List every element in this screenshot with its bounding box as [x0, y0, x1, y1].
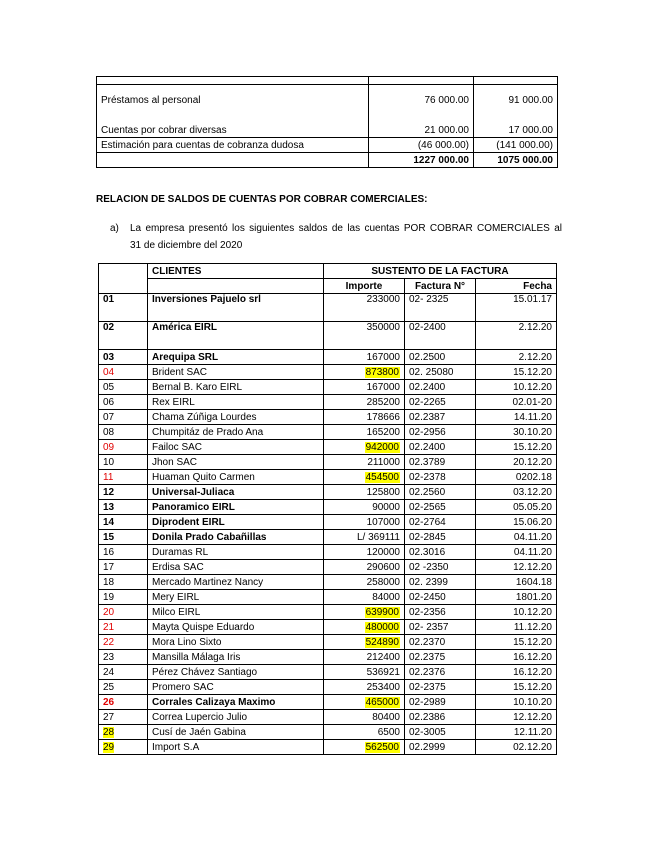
table-row: [99, 395, 557, 410]
table-row: [99, 455, 557, 470]
client-fecha: 12.12.20: [513, 711, 552, 723]
client-code: 14: [103, 516, 115, 528]
client-code: 04: [103, 366, 115, 378]
client-fecha: 15.12.20: [513, 441, 552, 453]
client-fecha: 1604.18: [515, 576, 552, 588]
client-fecha: 16.12.20: [513, 651, 552, 663]
client-code: 08: [103, 426, 115, 438]
client-name: Correa Lupercio Julio: [152, 711, 248, 723]
client-name: Import S.A: [152, 741, 200, 753]
client-importe: 350000: [366, 322, 400, 333]
client-importe: 942000: [365, 441, 399, 453]
client-code: 21: [103, 621, 115, 633]
summary-table: [96, 76, 558, 168]
client-fecha: 1801.20: [515, 591, 552, 603]
client-fecha: 11.12.20: [513, 621, 552, 633]
client-fecha: 20.12.20: [513, 456, 552, 468]
client-name: Erdisa SAC: [152, 561, 204, 573]
client-code: 11: [103, 471, 114, 483]
client-factura: 02-2989: [409, 696, 446, 708]
table-row: [99, 710, 557, 725]
client-importe: 480000: [365, 621, 399, 633]
table-row: [99, 515, 557, 530]
client-importe: 639900: [365, 606, 399, 618]
client-importe: 167000: [366, 381, 400, 393]
client-fecha: 15.12.20: [513, 681, 552, 693]
client-factura: 02.2386: [409, 711, 446, 723]
summary-value-a: 76 000.00: [369, 85, 474, 117]
client-factura: 02.2400: [409, 441, 446, 453]
sustento-header: SUSTENTO DE LA FACTURA: [324, 264, 557, 279]
client-factura: 02-2265: [409, 396, 446, 408]
client-fecha: 2.12.20: [518, 351, 552, 363]
client-fecha: 0202.18: [515, 471, 552, 483]
client-fecha: 30.10.20: [513, 426, 552, 438]
client-code: 23: [103, 651, 115, 663]
summary-label: Cuentas por cobrar diversas: [97, 123, 369, 138]
table-row: [99, 635, 557, 650]
client-code: 12: [103, 486, 115, 498]
table-row: [99, 365, 557, 380]
client-name: Corrales Calizaya Maximo: [152, 696, 276, 708]
paragraph-line-1: La empresa presentó los siguientes saldos de las cuentas POR COBRAR COMERCIALES al: [130, 223, 562, 234]
summary-value-b: 91 000.00: [474, 85, 558, 117]
client-fecha: 05.05.20: [513, 501, 552, 513]
summary-total-row: [97, 153, 558, 168]
table-row: [99, 665, 557, 680]
table-row: [99, 695, 557, 710]
section-heading: RELACION DE SALDOS DE CUENTAS POR COBRAR COMERCIALES:: [96, 194, 428, 205]
summary-label: Préstamos al personal: [97, 85, 369, 117]
client-name: Donila Prado Cabañillas: [152, 531, 267, 543]
client-importe: 285200: [366, 396, 400, 408]
client-fecha: 10.10.20: [513, 696, 552, 708]
client-importe: 178666: [366, 411, 400, 423]
table-row: [99, 620, 557, 635]
client-name: Rex EIRL: [152, 396, 195, 408]
client-importe: 233000: [366, 294, 400, 305]
client-name: Jhon SAC: [152, 456, 198, 468]
col-fecha: Fecha: [476, 279, 557, 294]
client-code: 05: [103, 381, 115, 393]
client-importe: 80400: [372, 711, 400, 723]
client-factura: 02.3016: [409, 546, 446, 558]
table-row: [99, 530, 557, 545]
client-importe: 165200: [366, 426, 400, 438]
client-fecha: 15.01.17: [513, 294, 552, 305]
client-factura: 02- 2357: [409, 621, 449, 633]
client-code: 03: [103, 351, 115, 363]
client-factura: 02.2375: [409, 651, 446, 663]
client-code: 22: [103, 636, 115, 648]
client-name: Mayta Quispe Eduardo: [152, 621, 255, 633]
client-factura: 02-2356: [409, 606, 446, 618]
table-row: [99, 350, 557, 365]
table-row: [99, 545, 557, 560]
table-row: [99, 575, 557, 590]
client-name: Milco EIRL: [152, 606, 201, 618]
client-factura: 02-2450: [409, 591, 446, 603]
client-fecha: 12.11.20: [513, 726, 552, 738]
client-name: Mery EIRL: [152, 591, 200, 603]
client-factura: 02-2764: [409, 516, 446, 528]
client-fecha: 15.12.20: [513, 636, 552, 648]
client-importe: 562500: [365, 741, 399, 753]
client-fecha: 2.12.20: [518, 322, 552, 333]
table-row: [99, 590, 557, 605]
client-factura: 02.2376: [409, 666, 446, 678]
client-code: 27: [103, 711, 115, 723]
table-row: [99, 440, 557, 455]
table-row: [99, 725, 557, 740]
client-factura: 02-2565: [409, 501, 446, 513]
client-fecha: 10.12.20: [513, 381, 552, 393]
summary-row: [97, 123, 558, 138]
client-code: 06: [103, 396, 115, 408]
client-name: Bernal B. Karo EIRL: [152, 381, 243, 393]
client-factura: 02.2560: [409, 486, 446, 498]
client-name: Mora Lino Sixto: [152, 636, 222, 648]
client-code: 18: [103, 576, 115, 588]
client-name: Chama Zúñiga Lourdes: [152, 411, 257, 423]
table-row: [99, 425, 557, 440]
table-row: [99, 410, 557, 425]
client-code: 17: [103, 561, 115, 573]
client-factura: 02.2999: [409, 741, 446, 753]
paragraph-line-2: 31 de diciembre del 2020: [130, 240, 243, 251]
client-importe: 211000: [367, 456, 400, 468]
summary-row: [97, 138, 558, 153]
client-factura: 02- 2325: [409, 294, 449, 305]
client-factura: 02. 25080: [409, 366, 454, 378]
client-factura: 02-2400: [409, 322, 446, 333]
client-importe: 125800: [366, 486, 400, 498]
client-name: Duramas RL: [152, 546, 209, 558]
client-importe: 290600: [366, 561, 400, 573]
client-importe: 253400: [366, 681, 400, 693]
client-factura: 02 -2350: [409, 561, 449, 573]
summary-total-b: 1075 000.00: [474, 153, 558, 168]
client-fecha: 15.12.20: [513, 366, 552, 378]
table-row: [99, 380, 557, 395]
client-fecha: 02.01-20: [512, 396, 552, 408]
client-importe: 167000: [366, 351, 400, 363]
summary-value-b: 17 000.00: [474, 123, 558, 138]
client-fecha: 16.12.20: [513, 666, 552, 678]
client-factura: 02-2956: [409, 426, 446, 438]
client-importe: 465000: [365, 696, 399, 708]
client-code: 29: [103, 741, 115, 753]
client-name: América EIRL: [152, 322, 218, 333]
table-row: [99, 560, 557, 575]
client-name: Mercado Martinez Nancy: [152, 576, 264, 588]
clients-header: CLIENTES: [148, 264, 324, 279]
client-code: 01: [103, 294, 115, 305]
intro-paragraph: [110, 220, 562, 254]
clients-table: [98, 263, 557, 755]
client-importe: 6500: [377, 726, 400, 738]
summary-label: Estimación para cuentas de cobranza dudosa: [97, 138, 369, 153]
client-factura: 02.3789: [409, 456, 446, 468]
client-name: Brident SAC: [152, 366, 208, 378]
client-importe: 536921: [366, 666, 400, 678]
client-code: 20: [103, 606, 115, 618]
client-name: Inversiones Pajuelo srl: [152, 294, 261, 305]
client-code: 09: [103, 441, 115, 453]
client-importe: 120000: [366, 546, 400, 558]
client-name: Cusí de Jaén Gabina: [152, 726, 246, 738]
client-name: Arequipa SRL: [152, 351, 219, 363]
table-row: [99, 294, 557, 322]
client-code: 13: [103, 501, 115, 513]
client-importe: 107000: [366, 516, 400, 528]
client-importe: 212400: [366, 651, 400, 663]
client-name: Panoramico EIRL: [152, 501, 235, 513]
client-factura: 02-2845: [409, 531, 446, 543]
client-importe: 454500: [365, 471, 399, 483]
client-importe: 90000: [372, 501, 400, 513]
table-row: [99, 485, 557, 500]
client-code: 02: [103, 322, 115, 333]
client-name: Mansilla Málaga Iris: [152, 651, 241, 663]
client-code: 24: [103, 666, 115, 678]
summary-value-a: 21 000.00: [369, 123, 474, 138]
client-factura: 02-2378: [409, 471, 446, 483]
client-name: Promero SAC: [152, 681, 214, 693]
client-factura: 02.2387: [409, 411, 446, 423]
client-fecha: 10.12.20: [513, 606, 552, 618]
client-code: 16: [103, 546, 115, 558]
client-code: 19: [103, 591, 115, 603]
table-row: [99, 740, 557, 755]
client-factura: 02. 2399: [409, 576, 448, 588]
list-marker: a): [110, 223, 119, 234]
client-fecha: 04.11.20: [513, 531, 552, 543]
table-row: [99, 470, 557, 485]
client-factura: 02.2500: [409, 351, 446, 363]
col-factura: Factura N°: [405, 279, 476, 294]
client-code: 26: [103, 696, 115, 708]
client-factura: 02.2370: [409, 636, 446, 648]
table-row: [99, 500, 557, 515]
client-importe: 524890: [365, 636, 399, 648]
client-name: Universal-Juliaca: [152, 486, 235, 498]
client-fecha: 04.11.20: [513, 546, 552, 558]
client-importe: 258000: [366, 576, 400, 588]
client-importe: 873800: [365, 366, 399, 378]
client-factura: 02-2375: [409, 681, 446, 693]
summary-row: [97, 85, 558, 117]
client-code: 10: [103, 456, 115, 468]
client-importe: 84000: [372, 591, 400, 603]
client-importe: L/ 369111: [356, 531, 400, 543]
summary-total-a: 1227 000.00: [369, 153, 474, 168]
summary-value-a: (46 000.00): [369, 138, 474, 153]
table-row: [99, 680, 557, 695]
col-importe: Importe: [324, 279, 405, 294]
client-code: 07: [103, 411, 115, 423]
client-fecha: 02.12.20: [513, 741, 552, 753]
client-factura: 02.2400: [409, 381, 446, 393]
client-code: 15: [103, 531, 115, 543]
client-code: 25: [103, 681, 115, 693]
client-name: Diprodent EIRL: [152, 516, 225, 528]
client-fecha: 12.12.20: [513, 561, 552, 573]
client-name: Huaman Quito Carmen: [152, 471, 255, 483]
table-row: [99, 322, 557, 350]
summary-value-b: (141 000.00): [474, 138, 558, 153]
client-fecha: 15.06.20: [513, 516, 552, 528]
table-row: [99, 650, 557, 665]
client-name: Pérez Chávez Santiago: [152, 666, 258, 678]
client-name: Chumpitáz de Prado Ana: [152, 426, 264, 438]
table-row: [99, 605, 557, 620]
client-factura: 02-3005: [409, 726, 446, 738]
client-code: 28: [103, 726, 115, 738]
client-fecha: 14.11.20: [513, 411, 552, 423]
client-fecha: 03.12.20: [513, 486, 552, 498]
client-name: Failoc SAC: [152, 441, 203, 453]
